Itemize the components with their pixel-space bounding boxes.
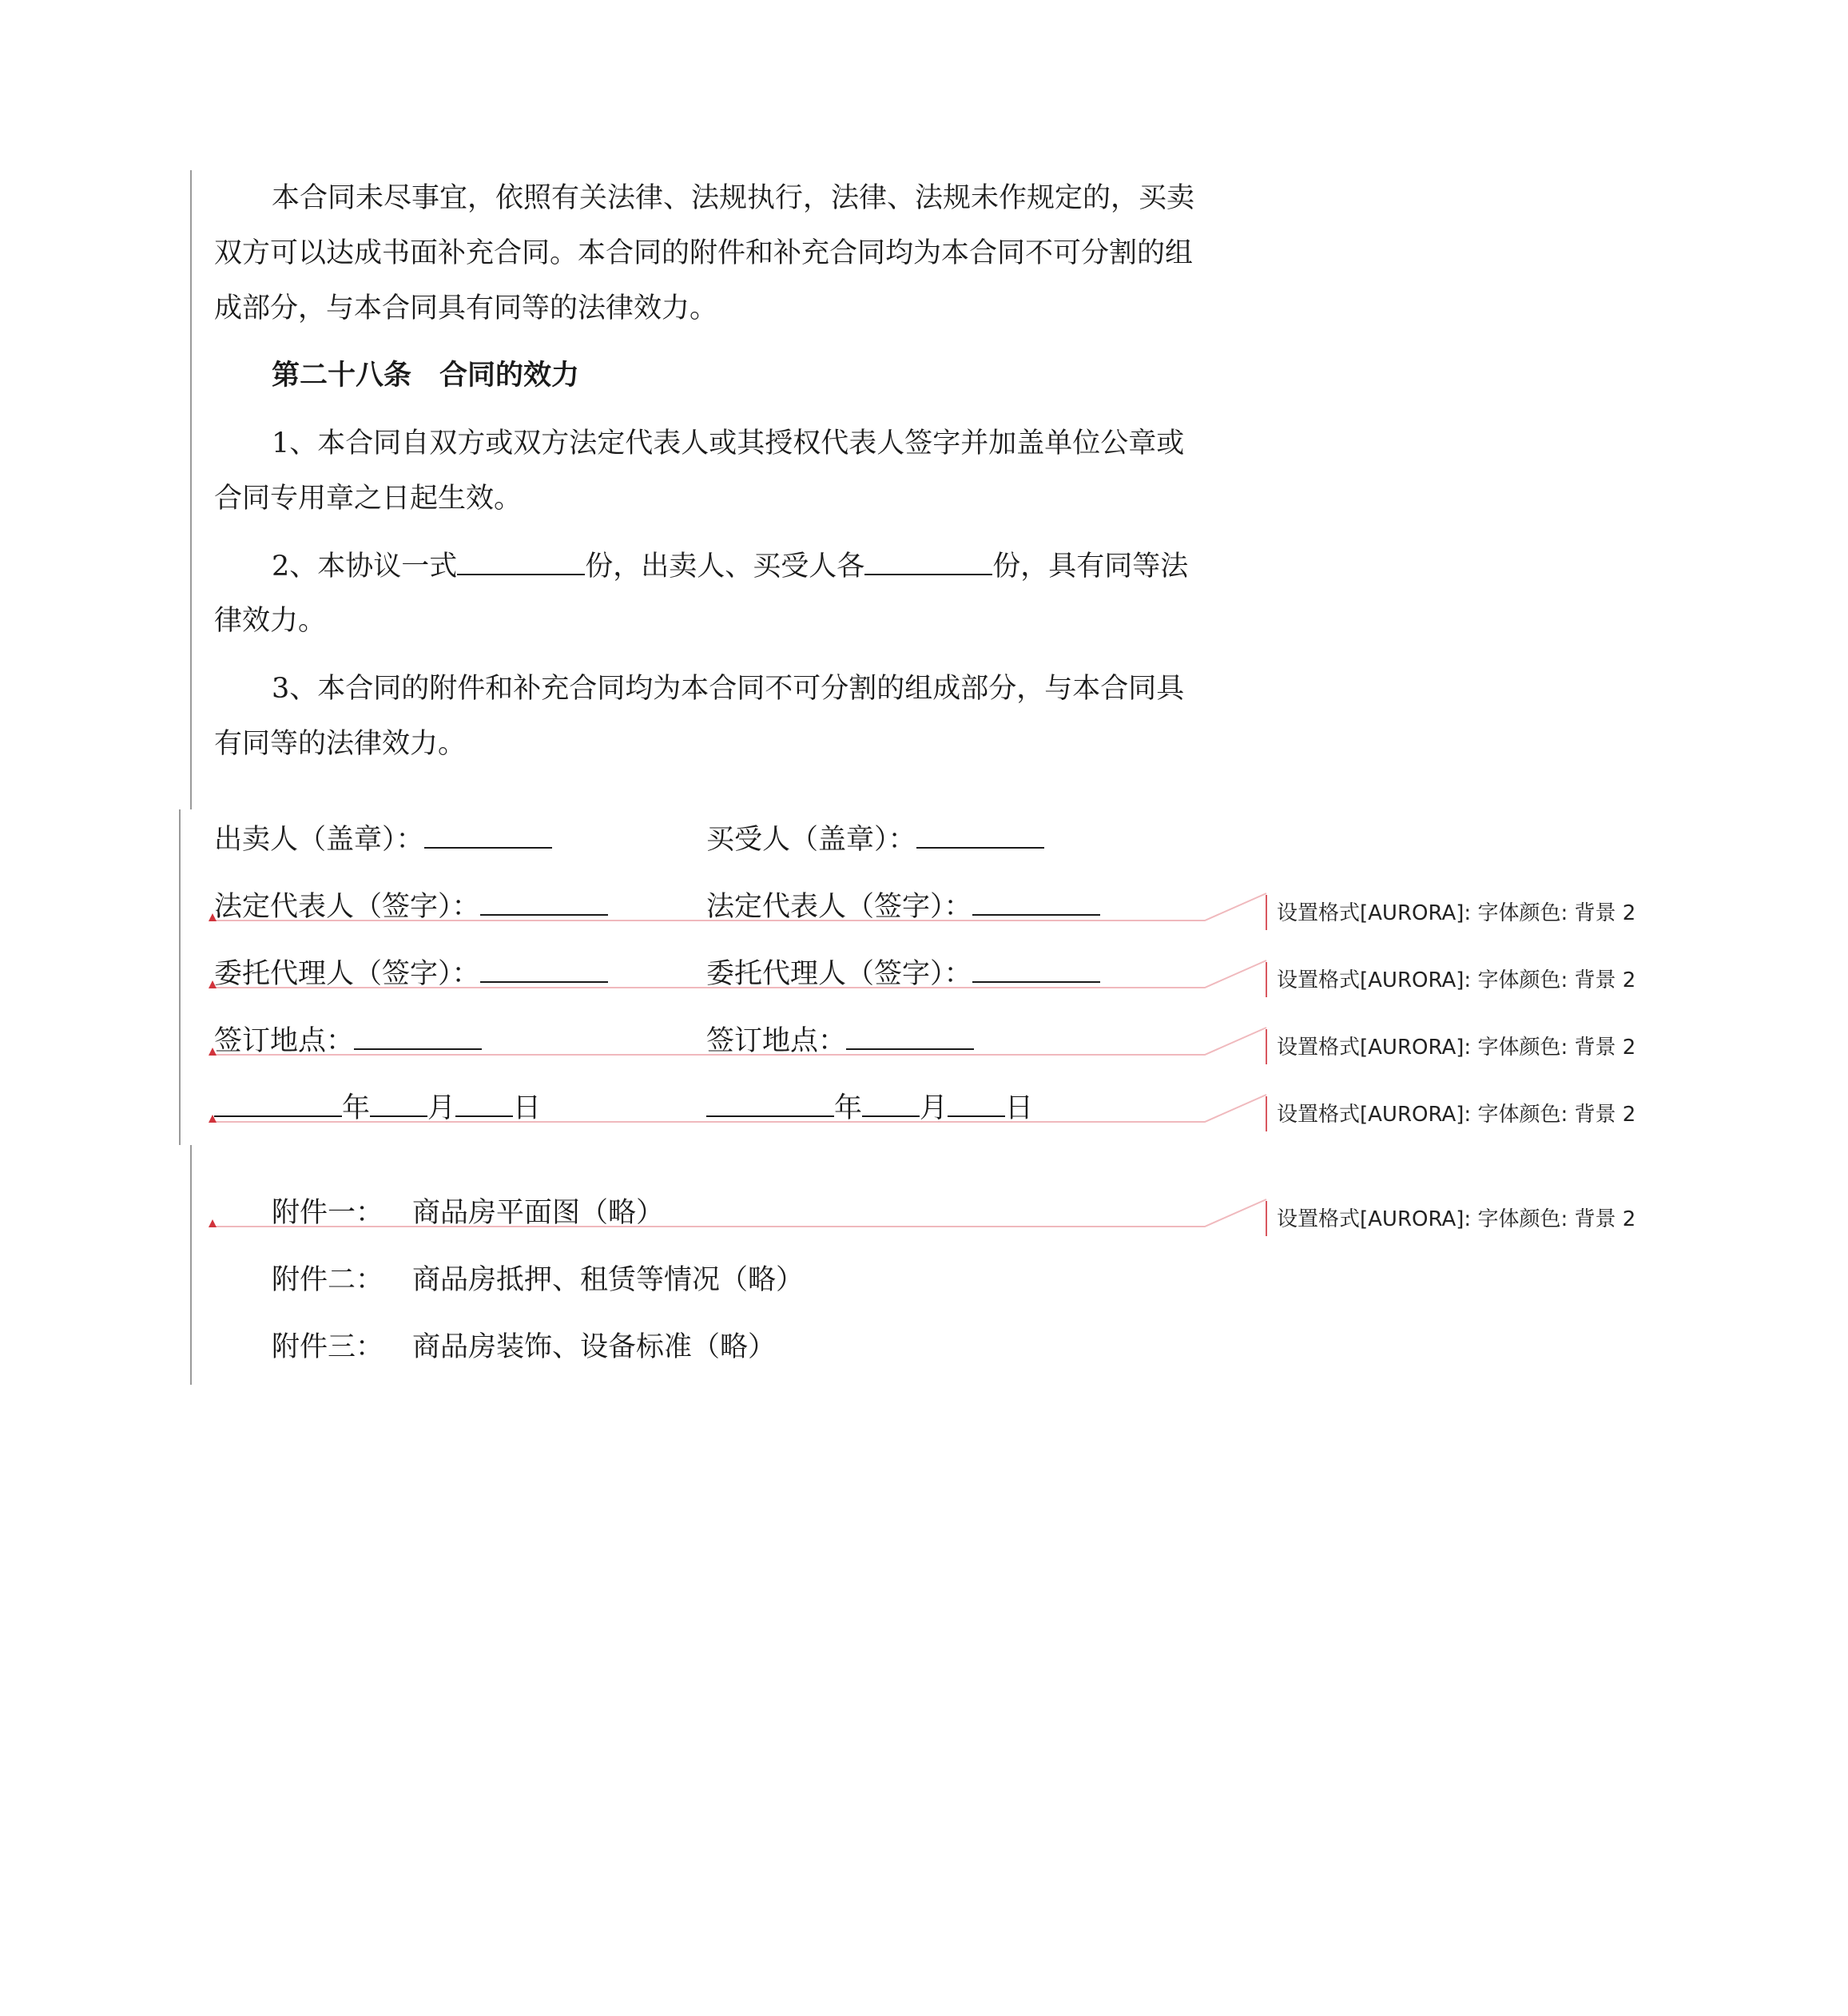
- comment-balloon-marker: [1266, 1201, 1267, 1236]
- format-comment-balloon[interactable]: 设置格式[AURORA]: 字体颜色: 背景 2: [1277, 1036, 1636, 1060]
- year-label: 年: [834, 1092, 863, 1124]
- format-comment-balloon[interactable]: 设置格式[AURORA]: 字体颜色: 背景 2: [1277, 1207, 1636, 1231]
- seller-place-field: [214, 1024, 482, 1057]
- item-3-line: 有同等的法律效力。: [214, 728, 467, 760]
- item-1-line: 1、本合同自双方或双方法定代表人或其授权代表人签字并加盖单位公章或: [272, 427, 1185, 459]
- copies-each-blank[interactable]: [864, 550, 992, 575]
- buyer-seal-blank[interactable]: [916, 823, 1044, 849]
- format-comment-balloon[interactable]: 设置格式[AURORA]: 字体颜色: 背景 2: [1277, 901, 1636, 925]
- buyer-agent-field: [706, 957, 1100, 990]
- seller-day-blank[interactable]: [455, 1092, 513, 1117]
- comment-anchor-icon[interactable]: [209, 1115, 217, 1123]
- attachment-label: 附件一：: [272, 1197, 384, 1229]
- comment-balloon-marker: [1266, 1029, 1267, 1064]
- seller-seal-blank[interactable]: [424, 823, 552, 849]
- seller-agent-blank[interactable]: [480, 957, 608, 983]
- day-label: 日: [513, 1092, 542, 1124]
- buyer-date-field: [706, 1092, 1033, 1124]
- article-heading: 第二十八条 合同的效力: [272, 359, 580, 392]
- buyer-legal-rep-field: [706, 890, 1100, 923]
- buyer-seal-field: [706, 823, 1044, 856]
- attachment-label: 附件三：: [272, 1331, 384, 1363]
- buyer-legal-rep-label: 法定代表人（签字）：: [706, 891, 972, 923]
- seller-date-field: [214, 1092, 541, 1124]
- buyer-year-blank[interactable]: [706, 1092, 834, 1117]
- item-2-line: [272, 550, 1188, 583]
- seller-seal-field: [214, 823, 552, 856]
- item-1-line: 合同专用章之日起生效。: [214, 483, 523, 515]
- seller-agent-label: 委托代理人（签字）：: [214, 958, 480, 990]
- attachment-text: 商品房抵押、租赁等情况（略）: [412, 1264, 805, 1296]
- copies-total-blank[interactable]: [457, 550, 585, 575]
- item-2-text-c: 份，具有同等法: [992, 551, 1189, 583]
- item-2-text-b: 份，出卖人、买受人各: [585, 551, 865, 583]
- item-3-line: 3、本合同的附件和补充合同均为本合同不可分割的组成部分，与本合同具: [272, 673, 1185, 705]
- attachment-label: 附件二：: [272, 1264, 384, 1296]
- attachment-item: [272, 1331, 776, 1363]
- comment-anchor-icon[interactable]: [209, 1219, 217, 1227]
- comment-balloon-marker: [1266, 895, 1267, 930]
- seller-place-blank[interactable]: [354, 1024, 482, 1050]
- comment-anchor-icon[interactable]: [209, 1048, 217, 1056]
- buyer-place-blank[interactable]: [846, 1024, 974, 1050]
- month-label: 月: [920, 1092, 948, 1124]
- year-label: 年: [342, 1092, 371, 1124]
- comment-anchor-icon[interactable]: [209, 980, 217, 988]
- buyer-place-label: 签订地点：: [706, 1025, 847, 1057]
- buyer-agent-blank[interactable]: [972, 957, 1100, 983]
- buyer-day-blank[interactable]: [948, 1092, 1005, 1117]
- attachment-item: [272, 1197, 664, 1229]
- format-comment-balloon[interactable]: 设置格式[AURORA]: 字体颜色: 背景 2: [1277, 968, 1636, 992]
- attachment-item: [272, 1264, 804, 1296]
- buyer-agent-label: 委托代理人（签字）：: [706, 958, 972, 990]
- format-comment-balloon[interactable]: 设置格式[AURORA]: 字体颜色: 背景 2: [1277, 1103, 1636, 1127]
- paragraph-line: 双方可以达成书面补充合同。本合同的附件和补充合同均为本合同不可分割的组: [214, 237, 1194, 269]
- seller-year-blank[interactable]: [214, 1092, 342, 1117]
- month-label: 月: [427, 1092, 456, 1124]
- seller-legal-rep-blank[interactable]: [480, 890, 608, 916]
- attachment-text: 商品房装饰、设备标准（略）: [412, 1331, 777, 1363]
- paragraph-line: 成部分，与本合同具有同等的法律效力。: [214, 292, 718, 324]
- seller-legal-rep-field: [214, 890, 608, 923]
- attachment-text: 商品房平面图（略）: [412, 1197, 665, 1229]
- paragraph-line: 本合同未尽事宜，依照有关法律、法规执行，法律、法规未作规定的，买卖: [272, 182, 1195, 214]
- seller-agent-field: [214, 957, 608, 990]
- comment-balloon-marker: [1266, 962, 1267, 997]
- buyer-month-blank[interactable]: [862, 1092, 920, 1117]
- day-label: 日: [1005, 1092, 1034, 1124]
- item-2-text-a: 2、本协议一式: [272, 551, 458, 583]
- seller-month-blank[interactable]: [370, 1092, 427, 1117]
- comment-anchor-icon[interactable]: [209, 913, 217, 921]
- seller-legal-rep-label: 法定代表人（签字）：: [214, 891, 480, 923]
- seller-seal-label: 出卖人（盖章）：: [214, 824, 424, 856]
- buyer-place-field: [706, 1024, 974, 1057]
- comment-balloon-marker: [1266, 1096, 1267, 1131]
- item-2-line: 律效力。: [214, 605, 327, 637]
- buyer-seal-label: 买受人（盖章）：: [706, 824, 916, 856]
- seller-place-label: 签订地点：: [214, 1025, 355, 1057]
- buyer-legal-rep-blank[interactable]: [972, 890, 1100, 916]
